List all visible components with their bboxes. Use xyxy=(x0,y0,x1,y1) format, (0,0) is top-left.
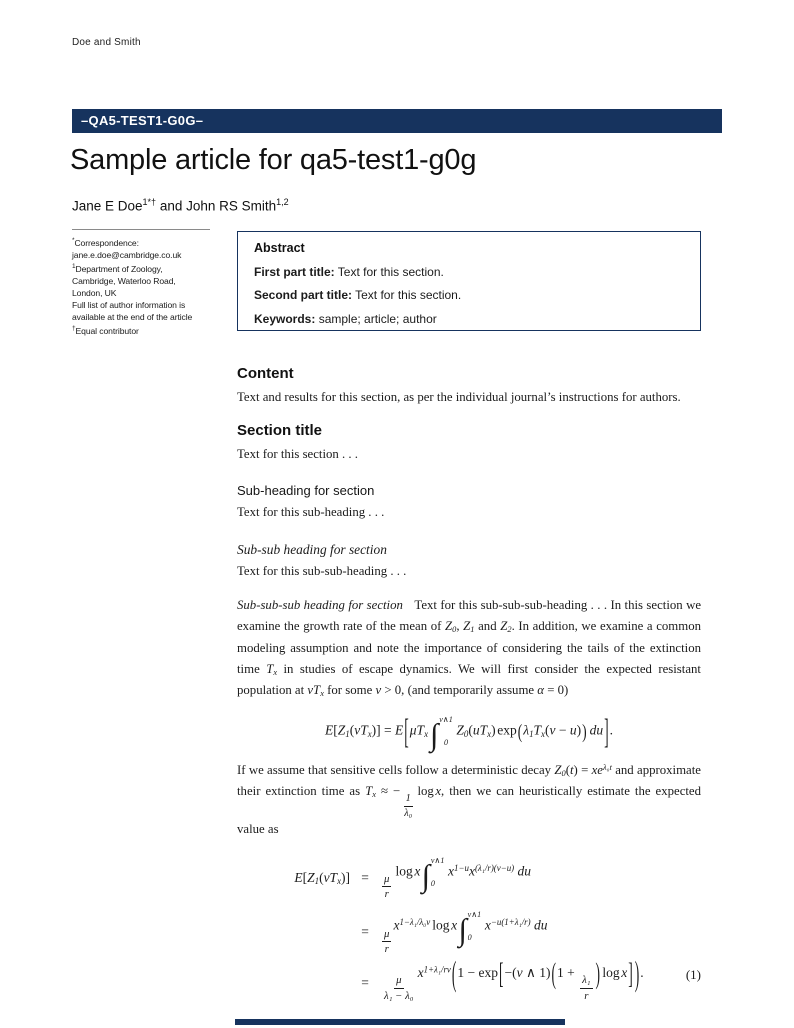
equation-rhs-line-3: $\frac{\mu}{\text{λ₁ − λ₀}}$ $x^{1+\lambda_1/rv}(1 - \exp[-(v$ ∧ 1)(1 + $\frac{\text{λ₁}}{r}$ ) log x] ). xyxy=(384,953,644,1002)
footer-bar xyxy=(235,1019,565,1025)
authors-line xyxy=(72,197,289,214)
heading-subsub-section: Sub-sub heading for section xyxy=(237,541,387,557)
author-2: John RS Smith xyxy=(186,198,277,214)
equation-aligned-block xyxy=(237,856,701,1002)
equation-rhs-line-1: $\frac{\mu}{r}$ log x∫ v∧1 0 $x^{1-u}x^{(\lambda_1/r)(v-u)}$ du xyxy=(384,855,532,901)
sidebar-line: London, UK xyxy=(72,288,117,299)
abstract-rows xyxy=(254,265,684,326)
paragraph-subsubsub-section: Sub-sub-sub heading for section Text for this sub-sub-sub-heading . . . In this section we examine the growth rate of the mean of $Z_0$, $Z_1$ and $Z_2$. In addition, we examine a common modeling assumption and note the importance of considering the tails of the extinction time $T_x$ in studies of escape dynamics. We will first consider the expected resistant population at $vT_x$ for some v > 0, (and temporarily assume α = 0) xyxy=(237,598,702,699)
paragraph-subsub-section: Text for this sub-sub-heading . . . xyxy=(237,563,407,578)
article-body xyxy=(237,360,701,1002)
heading-section-title: Section title xyxy=(237,422,323,440)
equation-lhs: $E[Z_1(vT_x)]$ xyxy=(294,869,351,887)
heading-content: Content xyxy=(237,365,294,382)
sidebar-line: jane.e.doe@cambridge.co.uk xyxy=(72,249,182,260)
journal-banner: –QA5-TEST1-G0G– xyxy=(72,109,722,133)
author-2-affiliations: 1,2 xyxy=(276,197,289,207)
paragraph-sub-section: Text for this sub-heading . . . xyxy=(237,504,385,519)
abstract-box xyxy=(237,231,701,331)
equation-display: $E[Z_1(vT_x)] = E[\mu T_x\int$ v∧1 0 $Z_0(uT_x) \exp(\lambda_1T_x(v - u))$ du]. xyxy=(324,711,613,752)
article-title: Sample article for qa5-test1-g0g xyxy=(70,144,477,176)
paragraph-content: Text and results for this section, as per the individual journal’s instructions for authors. xyxy=(237,390,681,404)
equals-sign: = xyxy=(361,924,369,940)
paragraph-decay: If we assume that sensitive cells follow a deterministic decay $Z_0(t) = xe^{\lambda_0t}$ and approximate their extinction time as $T_x$ ≈ − $\frac{1}{\text{λ₀}}$ log x, then we can heuristically estimate the expected value as xyxy=(237,761,702,837)
sidebar-line: available at the end of the article xyxy=(72,312,193,323)
paragraph-section: Text for this section . . . xyxy=(237,447,359,462)
equation-rhs-line-2: $\frac{\mu}{r}$ $x^{1-\lambda_1/\lambda_0v}$ log x∫ v∧1 0 $x^{-u(1+\lambda_1/r)}$ du xyxy=(384,910,548,955)
sidebar-divider xyxy=(72,229,210,230)
heading-sub-section: Sub-heading for section xyxy=(237,482,375,498)
abstract-heading: Abstract xyxy=(254,241,305,255)
sidebar-line: $^1$Department of Zoology, xyxy=(72,263,163,274)
author-1-affiliations: 1*† xyxy=(142,197,157,207)
abstract-row: Second part title: Text for this section. xyxy=(254,288,462,302)
sidebar-correspondence xyxy=(72,235,240,337)
abstract-row: First part title: Text for this section. xyxy=(254,264,444,279)
equals-sign: = xyxy=(361,869,369,885)
sidebar-line: *Correspondence: xyxy=(72,237,139,248)
sidebar-line: Cambridge, Waterloo Road, xyxy=(72,276,176,286)
running-head: Doe and Smith xyxy=(72,37,141,48)
sidebar-line: †Equal contributor xyxy=(72,325,139,337)
equals-sign: = xyxy=(361,975,369,991)
equation-grid xyxy=(237,856,701,1002)
authors-separator: and xyxy=(156,198,187,214)
abstract-row: Keywords: sample; article; author xyxy=(254,311,437,326)
author-1: Jane E Doe xyxy=(72,198,143,214)
equation-number: (1) xyxy=(685,966,701,982)
sidebar-line: Full list of author information is xyxy=(72,300,186,311)
